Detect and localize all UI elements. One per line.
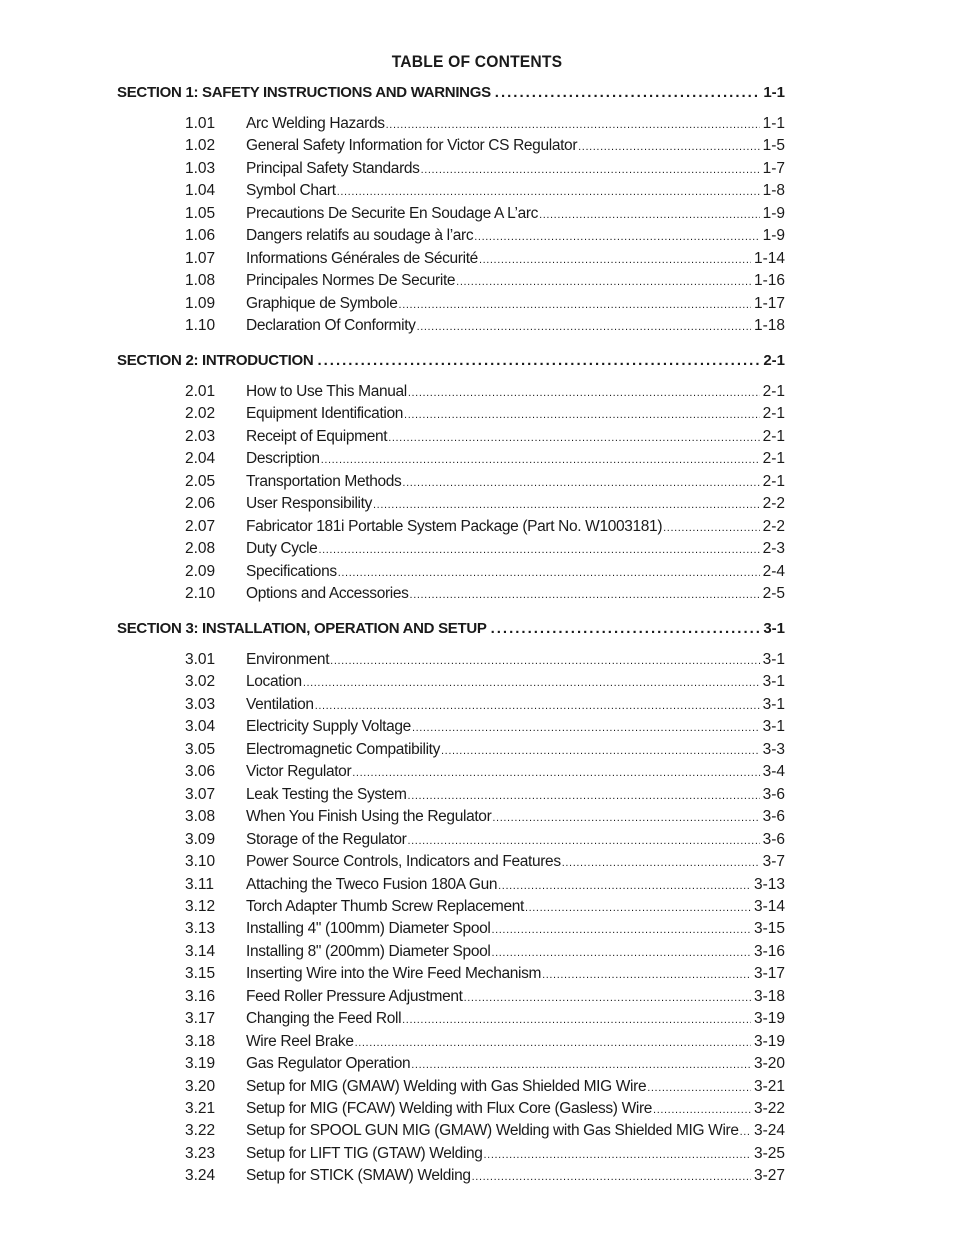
entry-number: 3.23 xyxy=(185,1144,216,1162)
entry-title: Receipt of Equipment xyxy=(246,427,388,445)
toc-entry[interactable] xyxy=(185,317,785,337)
entry-page-number: 2-1 xyxy=(762,450,785,468)
dot-leader xyxy=(479,254,751,266)
entry-number: 1.02 xyxy=(185,137,216,155)
entry-page-number: 3-17 xyxy=(753,965,785,983)
toc-entry[interactable] xyxy=(185,763,785,783)
toc-entry[interactable] xyxy=(185,1167,785,1187)
dot-leader xyxy=(315,700,760,712)
entry-number: 3.10 xyxy=(185,853,216,871)
entry-title: User Responsibility xyxy=(246,495,373,513)
entry-page-number: 3-1 xyxy=(762,695,785,713)
dot-leader xyxy=(337,186,760,198)
dot-leader xyxy=(411,1059,751,1071)
toc-entry[interactable] xyxy=(185,965,785,985)
entry-number: 2.06 xyxy=(185,495,216,513)
dot-leader xyxy=(303,677,760,689)
entry-title: Setup for MIG (GMAW) Welding with Gas Shielded MIG Wire xyxy=(246,1077,647,1095)
dot-leader xyxy=(402,477,759,489)
entry-title: Changing the Feed Roll xyxy=(246,1010,402,1028)
dot-leader xyxy=(404,409,760,421)
toc-entry[interactable] xyxy=(185,1145,785,1165)
dot-leader xyxy=(491,947,751,959)
toc-entry[interactable] xyxy=(185,920,785,940)
entry-title: When You Finish Using the Regulator xyxy=(246,808,492,826)
section-title: SECTION 1: SAFETY INSTRUCTIONS AND WARNINGS xyxy=(117,84,491,101)
entry-number: 1.07 xyxy=(185,249,216,267)
dot-leader xyxy=(338,567,760,579)
entry-number: 3.03 xyxy=(185,695,216,713)
entry-title: Inserting Wire into the Wire Feed Mechanism xyxy=(246,965,542,983)
dot-leader xyxy=(410,589,760,601)
entry-number: 3.02 xyxy=(185,673,216,691)
toc-entry[interactable] xyxy=(185,853,785,873)
entry-page-number: 1-1 xyxy=(762,115,785,132)
section-title: SECTION 2: INTRODUCTION xyxy=(117,352,314,369)
entry-page-number: 3-14 xyxy=(753,897,785,915)
dot-leader xyxy=(421,164,760,176)
section-heading[interactable] xyxy=(117,352,785,372)
entry-number: 3.24 xyxy=(185,1167,216,1185)
toc-entry[interactable] xyxy=(185,205,785,225)
entry-number: 2.03 xyxy=(185,427,216,445)
dot-leader xyxy=(408,835,760,847)
entry-title: Principal Safety Standards xyxy=(246,159,420,177)
entry-page-number: 2-1 xyxy=(762,405,785,423)
dot-leader xyxy=(562,857,760,869)
entry-title: Attaching the Tweco Fusion 180A Gun xyxy=(246,875,498,893)
entry-number: 2.08 xyxy=(185,540,216,558)
toc-entry[interactable] xyxy=(185,250,785,270)
entry-title: Victor Regulator xyxy=(246,763,352,781)
entry-number: 1.03 xyxy=(185,159,216,177)
entry-title: Location xyxy=(246,673,302,691)
entry-page-number: 3-27 xyxy=(753,1167,785,1185)
entry-title: Description xyxy=(246,450,320,468)
toc-entry[interactable] xyxy=(185,943,785,963)
toc-entry[interactable] xyxy=(185,696,785,716)
entry-number: 2.10 xyxy=(185,585,216,603)
entry-title: Options and Accessories xyxy=(246,585,409,603)
entry-title: Installing 4" (100mm) Diameter Spool xyxy=(246,920,491,938)
entry-page-number: 1-8 xyxy=(762,182,785,200)
entry-title: Electricity Supply Voltage xyxy=(246,718,411,736)
entry-page-number: 1-18 xyxy=(753,317,785,335)
entry-page-number: 3-7 xyxy=(762,853,785,871)
section-page-number: 3-1 xyxy=(763,620,785,637)
toc-entry[interactable] xyxy=(185,988,785,1008)
entry-number: 3.08 xyxy=(185,808,216,826)
toc-entry[interactable] xyxy=(185,898,785,918)
toc-entry[interactable] xyxy=(185,518,785,538)
toc-entry[interactable] xyxy=(185,160,785,180)
entry-page-number: 3-4 xyxy=(762,763,785,781)
entry-page-number: 3-19 xyxy=(753,1032,785,1050)
dot-leader xyxy=(484,1149,751,1161)
dot-leader xyxy=(647,1082,751,1094)
entry-title: Setup for LIFT TIG (GTAW) Welding xyxy=(246,1144,483,1162)
entry-number: 3.14 xyxy=(185,942,216,960)
entry-title: Specifications xyxy=(246,562,337,580)
entry-number: 1.09 xyxy=(185,294,216,312)
toc-entry[interactable] xyxy=(185,115,785,135)
entry-title: How to Use This Manual xyxy=(246,383,407,400)
entry-page-number: 1-9 xyxy=(762,204,785,222)
entry-page-number: 2-3 xyxy=(762,540,785,558)
entry-title: Fabricator 181i Portable System Package (Part No. W1003181) xyxy=(246,517,663,535)
dot-leader xyxy=(542,969,751,981)
dot-leader xyxy=(321,454,760,466)
section-heading[interactable] xyxy=(117,84,785,104)
entry-title: Dangers relatifs au soudage à l’arc xyxy=(246,227,474,245)
toc-entry[interactable] xyxy=(185,563,785,583)
section-page-number: 2-1 xyxy=(763,352,785,369)
entry-number: 1.06 xyxy=(185,227,216,245)
entry-page-number: 1-7 xyxy=(762,159,785,177)
toc-entry[interactable] xyxy=(185,1055,785,1075)
entry-number: 3.15 xyxy=(185,965,216,983)
entry-number: 3.06 xyxy=(185,763,216,781)
entry-title: Symbol Chart xyxy=(246,182,336,200)
toc-entry[interactable] xyxy=(185,1010,785,1030)
dot-leader xyxy=(402,1014,751,1026)
entry-page-number: 1-17 xyxy=(753,294,785,312)
entry-title: Environment xyxy=(246,651,330,668)
entry-title: Electromagnetic Compatibility xyxy=(246,740,441,758)
entry-title: Installing 8" (200mm) Diameter Spool xyxy=(246,942,491,960)
dot-leader xyxy=(373,499,760,511)
entry-page-number: 3-25 xyxy=(753,1144,785,1162)
entry-page-number: 2-5 xyxy=(762,585,785,603)
entry-number: 3.09 xyxy=(185,830,216,848)
dot-leader xyxy=(578,141,759,153)
entry-title: Power Source Controls, Indicators and Features xyxy=(246,853,561,871)
toc-entry[interactable] xyxy=(185,831,785,851)
dot-leader xyxy=(525,902,751,914)
toc-entry[interactable] xyxy=(185,227,785,247)
entry-title: Declaration Of Conformity xyxy=(246,317,416,335)
entry-number: 3.01 xyxy=(185,651,216,668)
dot-leader xyxy=(740,1126,751,1138)
entry-title: Wire Reel Brake xyxy=(246,1032,354,1050)
entry-page-number: 2-2 xyxy=(762,495,785,513)
dot-leader xyxy=(491,620,760,637)
entry-title: Graphique de Symbole xyxy=(246,294,398,312)
entry-number: 1.04 xyxy=(185,182,216,200)
entry-title: Precautions De Securite En Soudage A L’arc xyxy=(246,204,539,222)
entry-number: 3.20 xyxy=(185,1077,216,1095)
toc-entry[interactable] xyxy=(185,741,785,761)
dot-leader xyxy=(399,299,751,311)
entry-page-number: 2-1 xyxy=(762,427,785,445)
dot-leader xyxy=(653,1104,751,1116)
dot-leader xyxy=(355,1037,751,1049)
entry-number: 2.04 xyxy=(185,450,216,468)
dot-leader xyxy=(386,119,760,131)
entry-page-number: 3-1 xyxy=(762,718,785,736)
toc-entry[interactable] xyxy=(185,495,785,515)
dot-leader xyxy=(317,352,759,369)
entry-page-number: 3-6 xyxy=(762,808,785,826)
entry-page-number: 1-9 xyxy=(762,227,785,245)
entry-title: Arc Welding Hazards xyxy=(246,115,385,132)
entry-title: Equipment Identification xyxy=(246,405,404,423)
entry-page-number: 3-6 xyxy=(762,785,785,803)
toc-entry[interactable] xyxy=(185,585,785,605)
entry-page-number: 3-24 xyxy=(753,1122,785,1140)
entry-title: Principales Normes De Securite xyxy=(246,272,456,290)
entry-page-number: 2-1 xyxy=(762,383,785,400)
entry-page-number: 3-6 xyxy=(762,830,785,848)
dot-leader xyxy=(408,387,760,399)
toc-entry[interactable] xyxy=(185,272,785,292)
toc-entry[interactable] xyxy=(185,405,785,425)
entry-page-number: 3-1 xyxy=(762,673,785,691)
entry-page-number: 3-16 xyxy=(753,942,785,960)
entry-page-number: 3-15 xyxy=(753,920,785,938)
entry-title: Informations Générales de Sécurité xyxy=(246,249,478,267)
entry-number: 3.13 xyxy=(185,920,216,938)
entry-number: 3.12 xyxy=(185,897,216,915)
toc-entry[interactable] xyxy=(185,876,785,896)
dot-leader xyxy=(474,231,759,243)
entry-number: 3.05 xyxy=(185,740,216,758)
dot-leader xyxy=(456,276,751,288)
entry-page-number: 3-13 xyxy=(753,875,785,893)
entry-title: Storage of the Regulator xyxy=(246,830,407,848)
toc-entry[interactable] xyxy=(185,718,785,738)
toc-entry[interactable] xyxy=(185,808,785,828)
entry-title: Duty Cycle xyxy=(246,540,318,558)
entry-title: Transportation Methods xyxy=(246,472,402,490)
entry-page-number: 1-5 xyxy=(762,137,785,155)
entry-page-number: 1-16 xyxy=(753,272,785,290)
toc-entry[interactable] xyxy=(185,428,785,448)
section-title: SECTION 3: INSTALLATION, OPERATION AND SETUP xyxy=(117,620,487,637)
entry-number: 2.07 xyxy=(185,517,216,535)
entry-number: 3.21 xyxy=(185,1100,216,1117)
dot-leader xyxy=(408,790,760,802)
dot-leader xyxy=(663,522,759,534)
entry-number: 2.01 xyxy=(185,383,216,400)
dot-leader xyxy=(318,544,759,556)
section-page-number: 1-1 xyxy=(763,84,785,101)
entry-number: 2.09 xyxy=(185,562,216,580)
toc-entry[interactable] xyxy=(185,1100,785,1120)
toc-entry[interactable] xyxy=(185,1122,785,1142)
entry-number: 3.07 xyxy=(185,785,216,803)
entry-title: Leak Testing the System xyxy=(246,785,407,803)
entry-page-number: 3-19 xyxy=(753,1010,785,1028)
entry-page-number: 1-14 xyxy=(753,249,785,267)
entry-number: 3.22 xyxy=(185,1122,216,1140)
page-title: TABLE OF CONTENTS xyxy=(391,52,563,71)
entry-number: 1.10 xyxy=(185,317,216,335)
dot-leader xyxy=(417,321,751,333)
entry-title: Setup for SPOOL GUN MIG (GMAW) Welding with Gas Shielded MIG Wire xyxy=(246,1122,739,1140)
dot-leader xyxy=(539,209,760,221)
entry-title: Ventilation xyxy=(246,695,314,713)
entry-number: 2.05 xyxy=(185,472,216,490)
entry-number: 3.18 xyxy=(185,1032,216,1050)
entry-number: 3.16 xyxy=(185,987,216,1005)
entry-number: 1.05 xyxy=(185,204,216,222)
entry-number: 2.02 xyxy=(185,405,216,423)
entry-page-number: 3-18 xyxy=(753,987,785,1005)
toc-entry[interactable] xyxy=(185,1078,785,1098)
dot-leader xyxy=(330,655,759,667)
section-heading[interactable] xyxy=(117,620,785,640)
toc-entry[interactable] xyxy=(185,540,785,560)
dot-leader xyxy=(491,924,751,936)
entry-page-number: 2-1 xyxy=(762,472,785,490)
entry-number: 3.11 xyxy=(185,875,215,893)
entry-title: Setup for STICK (SMAW) Welding xyxy=(246,1167,471,1185)
entry-page-number: 3-1 xyxy=(762,651,785,668)
toc-entry[interactable] xyxy=(185,137,785,157)
entry-title: Gas Regulator Operation xyxy=(246,1055,411,1073)
dot-leader xyxy=(412,722,760,734)
toc-entry[interactable] xyxy=(185,450,785,470)
entry-number: 1.08 xyxy=(185,272,216,290)
toc-entry[interactable] xyxy=(185,295,785,315)
entry-title: Setup for MIG (FCAW) Welding with Flux Core (Gasless) Wire xyxy=(246,1100,653,1117)
dot-leader xyxy=(498,880,751,892)
dot-leader xyxy=(464,992,751,1004)
entry-page-number: 3-3 xyxy=(762,740,785,758)
dot-leader xyxy=(492,812,759,824)
entry-number: 3.17 xyxy=(185,1010,216,1028)
toc-entry[interactable] xyxy=(185,383,785,403)
entry-number: 1.01 xyxy=(185,115,216,132)
entry-page-number: 3-21 xyxy=(753,1077,785,1095)
toc-entry[interactable] xyxy=(185,786,785,806)
entry-number: 3.19 xyxy=(185,1055,216,1073)
entry-page-number: 3-20 xyxy=(753,1055,785,1073)
toc-entry[interactable] xyxy=(185,1033,785,1053)
toc-entry[interactable] xyxy=(185,182,785,202)
entry-title: Torch Adapter Thumb Screw Replacement xyxy=(246,897,524,915)
entry-title: Feed Roller Pressure Adjustment xyxy=(246,987,463,1005)
toc-entry[interactable] xyxy=(185,673,785,693)
dot-leader xyxy=(441,745,760,757)
dot-leader xyxy=(388,432,759,444)
toc-entry[interactable] xyxy=(185,473,785,493)
entry-page-number: 2-4 xyxy=(762,562,785,580)
entry-page-number: 2-2 xyxy=(762,517,785,535)
entry-number: 3.04 xyxy=(185,718,216,736)
entry-page-number: 3-22 xyxy=(753,1100,785,1117)
dot-leader xyxy=(472,1171,751,1183)
entry-title: General Safety Information for Victor CS Regulator xyxy=(246,137,578,155)
dot-leader xyxy=(352,767,759,779)
toc-entry[interactable] xyxy=(185,651,785,671)
dot-leader xyxy=(495,84,760,101)
